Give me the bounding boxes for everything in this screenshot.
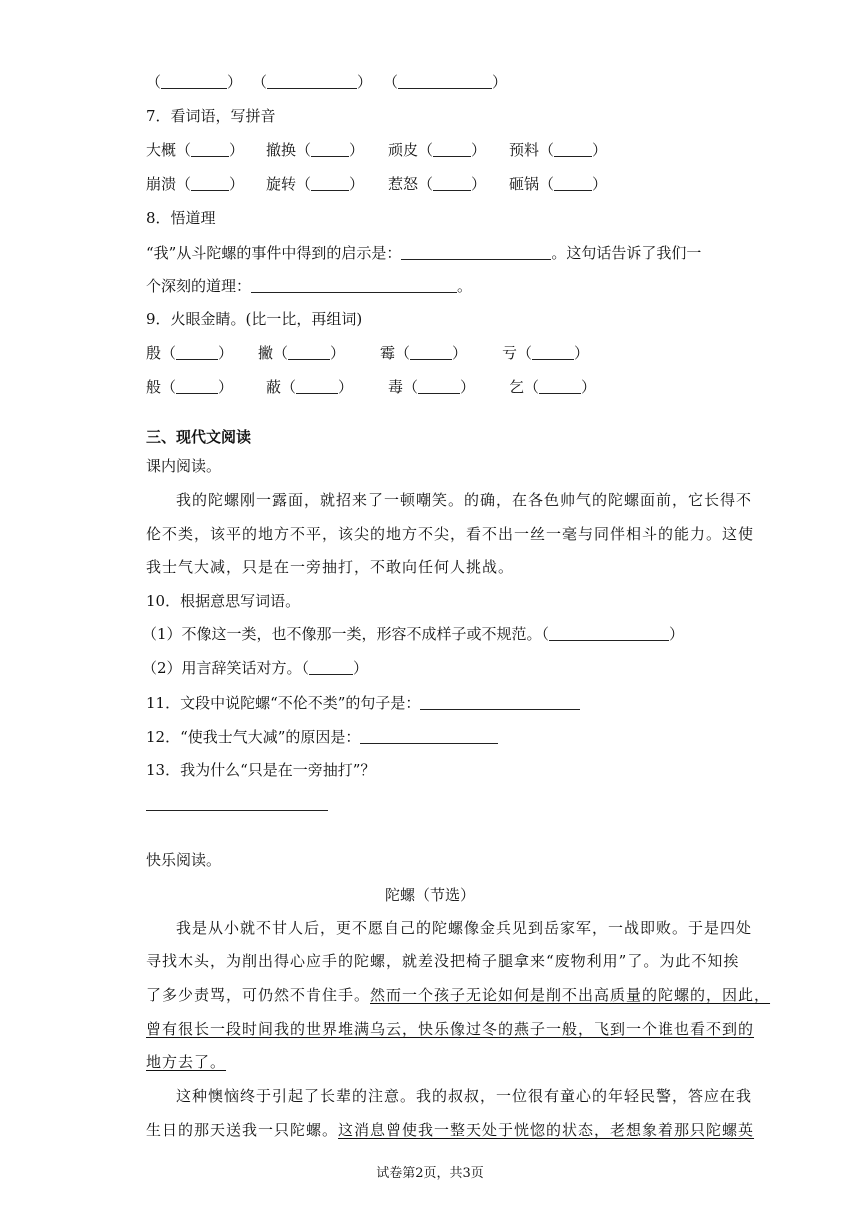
answer-blank[interactable]: [360, 728, 498, 744]
q7-item: [266, 140, 364, 160]
section-title: 三、现代文阅读: [146, 428, 252, 446]
bracket-close: ）: [218, 344, 234, 362]
passage-line: 我的陀螺刚一露面，就招来了一顿嘲笑。的确，在各色帅气的陀螺面前，它长得不: [176, 491, 753, 509]
answer-blank[interactable]: [418, 378, 460, 394]
answer-blank[interactable]: [251, 277, 457, 293]
q7-word: 大概（: [146, 141, 192, 159]
passage-line: [146, 1120, 754, 1140]
bracket-close: ）: [349, 141, 365, 159]
q9-item: [266, 377, 353, 397]
bracket-close: ）: [227, 73, 243, 91]
q7-item: [388, 174, 486, 194]
q8-title: 8．悟道理: [146, 209, 216, 227]
q9-char: 霉（: [380, 344, 411, 362]
blank-group-2: [252, 72, 372, 92]
passage-text: 了多少责骂，可仍然不肯住手。: [146, 986, 371, 1004]
answer-blank[interactable]: [161, 73, 227, 89]
answer-blank[interactable]: [267, 73, 357, 89]
answer-blank[interactable]: [191, 141, 229, 157]
passage-line: [146, 985, 770, 1005]
bracket-close: ）: [357, 73, 373, 91]
blank-group-1: [146, 72, 242, 92]
blank-group-3: [383, 72, 507, 92]
answer-blank[interactable]: [433, 141, 471, 157]
bracket-close: ）: [574, 344, 590, 362]
bracket-close: ）: [349, 175, 365, 193]
bracket-open: （: [146, 73, 162, 91]
q8-text: “我”从斗陀螺的事件中得到的启示是：: [146, 244, 402, 262]
bracket-close: ）: [581, 378, 597, 396]
q11-text: 11．文段中说陀螺“不伦不类”的句子是：: [146, 694, 421, 712]
bracket-close: ）: [669, 625, 685, 643]
bracket-close: ）: [229, 175, 245, 193]
reading-intro: 快乐阅读。: [146, 851, 222, 869]
answer-line[interactable]: [146, 810, 328, 811]
q10-text: （2）用言辞笑话对方。（: [142, 659, 310, 677]
underlined-sentence: 曾有很长一段时间我的世界堆满乌云，快乐像过冬的燕子一般，飞到一个谁也看不到的: [146, 1020, 755, 1038]
q9-item: [146, 377, 233, 397]
q7-word: 顽皮（: [388, 141, 434, 159]
q9-char: 毒（: [388, 378, 419, 396]
bracket-close: ）: [452, 344, 468, 362]
answer-blank[interactable]: [176, 344, 218, 360]
q11: [146, 693, 580, 713]
q8-text: 个深刻的道理：: [146, 277, 252, 295]
q8-line-1: [146, 243, 701, 263]
bracket-open: （: [383, 73, 399, 91]
q8-text: 。: [457, 277, 473, 295]
answer-blank[interactable]: [398, 73, 492, 89]
passage-line: 伦不类，该平的地方不平，该尖的地方不尖，看不出一丝一毫与同伴相斗的能力。这使: [146, 525, 755, 543]
answer-blank[interactable]: [309, 659, 353, 675]
q7-item: [146, 140, 244, 160]
reading-intro: 课内阅读。: [146, 457, 222, 475]
passage-line: 寻找木头，为削出得心应手的陀螺，就差没把椅子腿拿来“废物利用”了。为此不知挨: [146, 952, 740, 970]
q9-char: 亏（: [502, 344, 533, 362]
page-footer: 试卷第2页，共3页: [376, 1166, 484, 1181]
answer-blank[interactable]: [554, 175, 592, 191]
q8-line-2: [146, 276, 472, 296]
bracket-close: ）: [592, 141, 608, 159]
bracket-close: ）: [492, 73, 508, 91]
answer-blank[interactable]: [554, 141, 592, 157]
q12-text: 12．“使我士气大减”的原因是：: [146, 728, 361, 746]
q10-item-1: [142, 624, 684, 644]
passage-line: 我士气大减，只是在一旁抽打，不敢向任何人挑战。: [146, 558, 515, 576]
answer-blank[interactable]: [191, 175, 229, 191]
q7-word: 崩溃（: [146, 175, 192, 193]
bracket-close: ）: [353, 659, 369, 677]
bracket-close: ）: [330, 344, 346, 362]
q10-item-2: [142, 658, 368, 678]
q12: [146, 727, 498, 747]
underlined-sentence: 然而一个孩子无论如何是削不出高质量的陀螺的，因此，: [370, 986, 771, 1004]
answer-blank[interactable]: [532, 344, 574, 360]
answer-blank[interactable]: [176, 378, 218, 394]
answer-blank[interactable]: [539, 378, 581, 394]
bracket-open: （: [252, 73, 268, 91]
q9-char: 撇（: [258, 344, 289, 362]
passage-line: 我是从小就不甘人后，更不愿自己的陀螺像金兵见到岳家军，一战即败。于是四处: [176, 919, 753, 937]
bracket-close: ）: [592, 175, 608, 193]
bracket-close: ）: [218, 378, 234, 396]
q7-word: 惹怒（: [388, 175, 434, 193]
q9-item: [502, 343, 589, 363]
q9-item: [509, 377, 596, 397]
q9-char: 乞（: [509, 378, 540, 396]
q7-word: 旋转（: [266, 175, 312, 193]
q7-word: 砸锅（: [509, 175, 555, 193]
answer-blank[interactable]: [433, 175, 471, 191]
bracket-close: ）: [471, 175, 487, 193]
passage-line: 这种懊恼终于引起了长辈的注意。我的叔叔，一位很有童心的年轻民警，答应在我: [176, 1087, 753, 1105]
q9-char: 殷（: [146, 344, 177, 362]
passage-title: 陀螺（节选）: [384, 886, 475, 904]
q10-title: 10．根据意思写词语。: [146, 592, 301, 610]
q9-item: [380, 343, 467, 363]
q7-item: [509, 174, 607, 194]
q9-item: [258, 343, 345, 363]
q9-char: 般（: [146, 378, 177, 396]
q7-item: [146, 174, 244, 194]
q7-item: [266, 174, 364, 194]
bracket-close: ）: [471, 141, 487, 159]
answer-blank[interactable]: [401, 244, 551, 260]
answer-blank[interactable]: [410, 344, 452, 360]
q9-item: [388, 377, 475, 397]
q7-item: [509, 140, 607, 160]
bracket-close: ）: [338, 378, 354, 396]
q13-text: 13．我为什么“只是在一旁抽打”？: [146, 761, 376, 779]
answer-blank[interactable]: [311, 175, 349, 191]
answer-blank[interactable]: [549, 625, 669, 641]
bracket-close: ）: [229, 141, 245, 159]
q9-char: 蔽（: [266, 378, 297, 396]
q7-title: 7．看词语，写拼音: [146, 107, 276, 125]
answer-blank[interactable]: [288, 344, 330, 360]
underlined-sentence: 地方去了。: [146, 1053, 227, 1071]
passage-text: 生日的那天送我一只陀螺。: [146, 1121, 339, 1139]
underlined-sentence: 这消息曾使我一整天处于恍惚的状态，老想象着那只陀螺英: [338, 1121, 755, 1139]
answer-blank[interactable]: [420, 694, 580, 710]
answer-blank[interactable]: [311, 141, 349, 157]
q9-item: [146, 343, 233, 363]
answer-blank[interactable]: [296, 378, 338, 394]
q7-word: 撤换（: [266, 141, 312, 159]
q7-item: [388, 140, 486, 160]
q7-word: 预料（: [509, 141, 555, 159]
q10-text: （1）不像这一类，也不像那一类，形容不成样子或不规范。（: [142, 625, 550, 643]
q8-text: 。这句话告诉了我们一: [551, 244, 702, 262]
q9-title: 9．火眼金睛。(比一比，再组词): [146, 310, 363, 328]
bracket-close: ）: [460, 378, 476, 396]
